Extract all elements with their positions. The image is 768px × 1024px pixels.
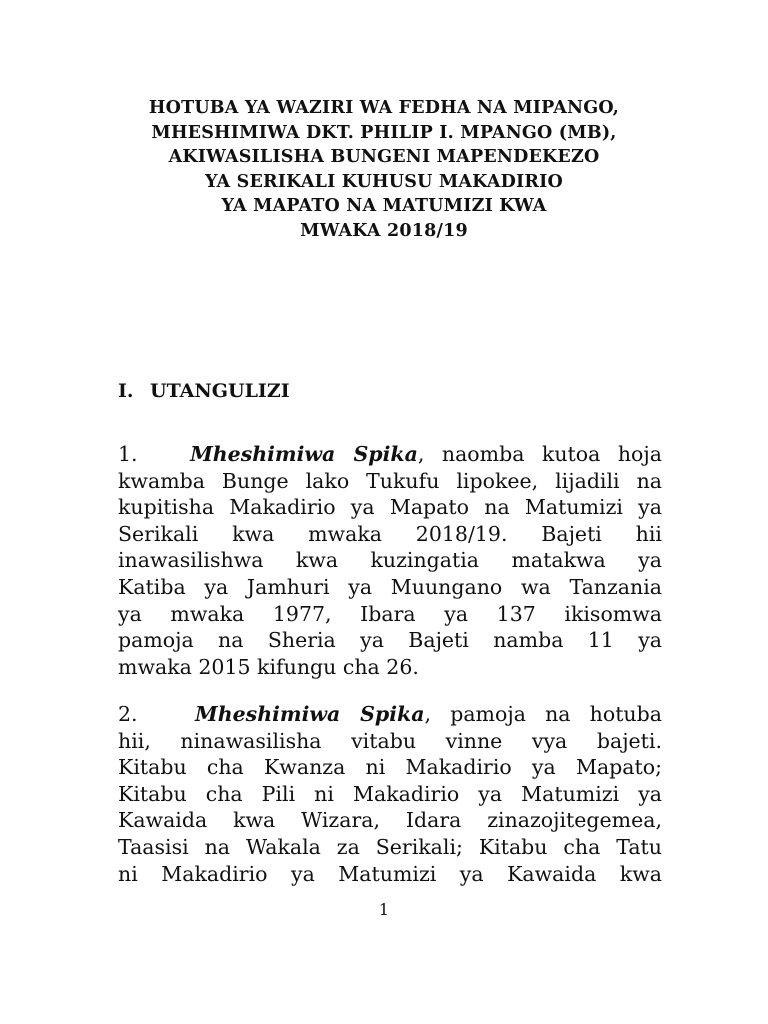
section-title: UTANGULIZI bbox=[150, 380, 290, 402]
paragraph-line: Kitabu cha Pili ni Makadirio ya Matumizi ya bbox=[118, 781, 662, 806]
paragraph-1 bbox=[118, 441, 662, 680]
paragraph-first-line bbox=[118, 701, 662, 728]
paragraph-number: 1. bbox=[118, 442, 138, 466]
speech-title bbox=[0, 96, 768, 244]
paragraph-line: kwamba Bunge lako Tukufu lipokee, lijadili na bbox=[118, 468, 662, 493]
section-number: I. bbox=[118, 380, 134, 402]
paragraph-line: Serikali kwa mwaka 2018/19. Bajeti hii bbox=[118, 521, 662, 546]
paragraph-line: pamoja na Sheria ya Bajeti namba 11 ya bbox=[118, 628, 662, 653]
paragraph-first-line bbox=[118, 441, 662, 468]
section-heading bbox=[118, 378, 290, 404]
paragraph-number: 2. bbox=[118, 702, 138, 726]
title-line: MHESHIMIWA DKT. PHILIP I. MPANGO (MB), bbox=[151, 122, 617, 143]
speaker-name: Mheshimiwa Spika bbox=[190, 442, 418, 466]
paragraph-line: hii, ninawasilisha vitabu vinne vya bajeti. bbox=[118, 728, 662, 753]
first-line-text: , naomba kutoa hoja bbox=[417, 442, 662, 466]
page-number: 1 bbox=[378, 900, 390, 919]
title-line: YA MAPATO NA MATUMIZI KWA bbox=[221, 196, 547, 217]
paragraph-line: Katiba ya Jamhuri ya Muungano wa Tanzania bbox=[118, 574, 662, 599]
paragraph-line: kupitisha Makadirio ya Mapato na Matumizi ya bbox=[118, 495, 662, 520]
title-line: AKIWASILISHA BUNGENI MAPENDEKEZO bbox=[168, 147, 600, 168]
title-line: HOTUBA YA WAZIRI WA FEDHA NA MIPANGO, bbox=[148, 98, 620, 118]
title-line: YA SERIKALI KUHUSU MAKADIRIO bbox=[204, 171, 563, 192]
paragraph-line: Kawaida kwa Wizara, Idara zinazojitegemea, bbox=[118, 808, 662, 833]
first-line-text: , pamoja na hotuba bbox=[424, 702, 662, 726]
paragraph-line: ya mwaka 1977, Ibara ya 137 ikisomwa bbox=[118, 601, 662, 626]
paragraph-line: ni Makadirio ya Matumizi ya Kawaida kwa bbox=[118, 861, 662, 886]
paragraph-line: mwaka 2015 kifungu cha 26. bbox=[118, 654, 419, 679]
paragraph-line: Kitabu cha Kwanza ni Makadirio ya Mapato; bbox=[118, 755, 662, 780]
paragraph-2 bbox=[118, 701, 662, 887]
title-line: MWAKA 2018/19 bbox=[300, 220, 468, 241]
paragraph-line: Taasisi na Wakala za Serikali; Kitabu cha Tatu bbox=[118, 834, 662, 859]
speaker-name: Mheshimiwa Spika bbox=[195, 702, 425, 726]
paragraph-line: inawasilishwa kwa kuzingatia matakwa ya bbox=[118, 548, 662, 573]
